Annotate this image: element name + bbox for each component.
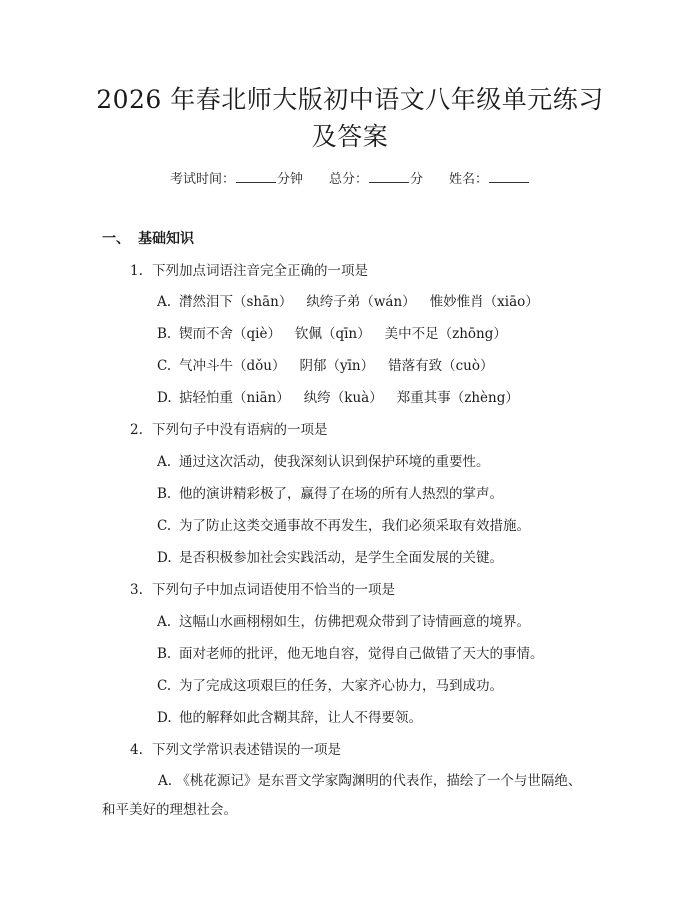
question-option [157,324,507,344]
option-part: 纨绔子弟（wán） [306,294,416,310]
question-option [157,484,503,504]
question-option [157,676,503,696]
option-part: 美中不足（zhōng） [384,326,507,342]
option-letter: C. [157,358,172,374]
option-letter: B. [157,326,172,342]
option-part: 锲而不舍（qiè） [179,326,281,342]
section-heading [102,229,194,249]
exam-score-blank [369,168,409,183]
question-number: 4. [130,742,143,758]
exam-info-row [0,168,700,190]
option-part: 钦佩（qīn） [294,326,371,342]
question-text: 下列句子中没有语病的一项是 [152,422,328,438]
question-text: 下列句子中加点词语使用不恰当的一项是 [152,582,395,598]
option-letter: A. [158,773,173,789]
option-text: 是否积极参加社会实践活动，是学生全面发展的关键。 [179,550,503,566]
option-part: 错落有致（cuò） [388,358,494,374]
question-option [157,388,519,408]
option-part: 阴郁（yīn） [299,358,375,374]
section-number: 一、 [102,231,130,247]
question-text: 下列加点词语注音完全正确的一项是 [152,263,368,279]
option-letter: A. [157,614,172,630]
exam-time-blank [236,168,276,183]
exam-time-unit: 分钟 [276,172,303,187]
option-text: 为了防止这类交通事故不再发生，我们必须采取有效措施。 [179,518,530,534]
option-letter: C. [157,678,172,694]
question-text: 下列文学常识表述错误的一项是 [152,742,341,758]
option-text: 他的演讲精彩极了，赢得了在场的所有人热烈的掌声。 [179,486,503,502]
option-text: 这幅山水画栩栩如生，仿佛把观众带到了诗情画意的境界。 [179,614,530,630]
document-title-line1: 2026 年春北师大版初中语文八年级单元练习 [96,85,604,114]
exam-name-label: 姓名： [449,172,489,187]
option-letter: A. [157,294,172,310]
question-option [157,548,503,568]
exam-time-label: 考试时间： [169,172,235,187]
option-text: 《桃花源记》是东晋文学家陶渊明的代表作，描绘了一个与世隔绝、 [176,773,582,789]
question-option [157,708,422,728]
option-text: 通过这次活动，使我深刻认识到保护环境的重要性。 [179,454,490,470]
question-stem [130,740,341,760]
question-option [157,612,530,632]
question-option [157,452,490,472]
exam-score-label: 总分： [328,172,368,187]
option-letter: D. [157,710,172,726]
option-letter: D. [157,390,172,406]
section-title: 基础知识 [138,231,194,247]
option-part: 潸然泪下（shān） [179,294,293,310]
option-part: 掂轻怕重（niān） [179,390,290,406]
option-text: 为了完成这项艰巨的任务，大家齐心协力，马到成功。 [179,678,503,694]
option-text: 他的解释如此含糊其辞，让人不得要领。 [179,710,422,726]
exam-name-blank [489,168,529,183]
option-part: 惟妙惟肖（xiāo） [429,294,539,310]
option-text: 面对老师的批评，他无地自容，觉得自己做错了天大的事情。 [179,646,544,662]
option-letter: D. [157,550,172,566]
question-number: 3. [130,582,143,598]
question-option [157,292,539,312]
option-part: 纨绔（kuà） [303,390,383,406]
question-number: 1. [130,263,143,279]
option-letter: C. [157,518,172,534]
question-option [157,644,544,664]
question-stem [130,580,395,600]
option-letter: B. [157,646,172,662]
option-text-continued: 和平美好的理想社会。 [102,802,237,818]
question-option [157,516,530,536]
question-option [157,356,494,376]
option-part: 气冲斗牛（dǒu） [179,358,286,374]
question-number: 2. [130,422,143,438]
document-title-line2: 及答案 [311,122,389,151]
question-stem [130,420,328,440]
option-part: 郑重其事（zhèng） [396,390,519,406]
option-letter: A. [157,454,172,470]
exam-score-unit: 分 [410,172,424,187]
question-stem [130,261,368,281]
option-letter: B. [157,486,172,502]
question-option-paragraph [102,767,602,825]
